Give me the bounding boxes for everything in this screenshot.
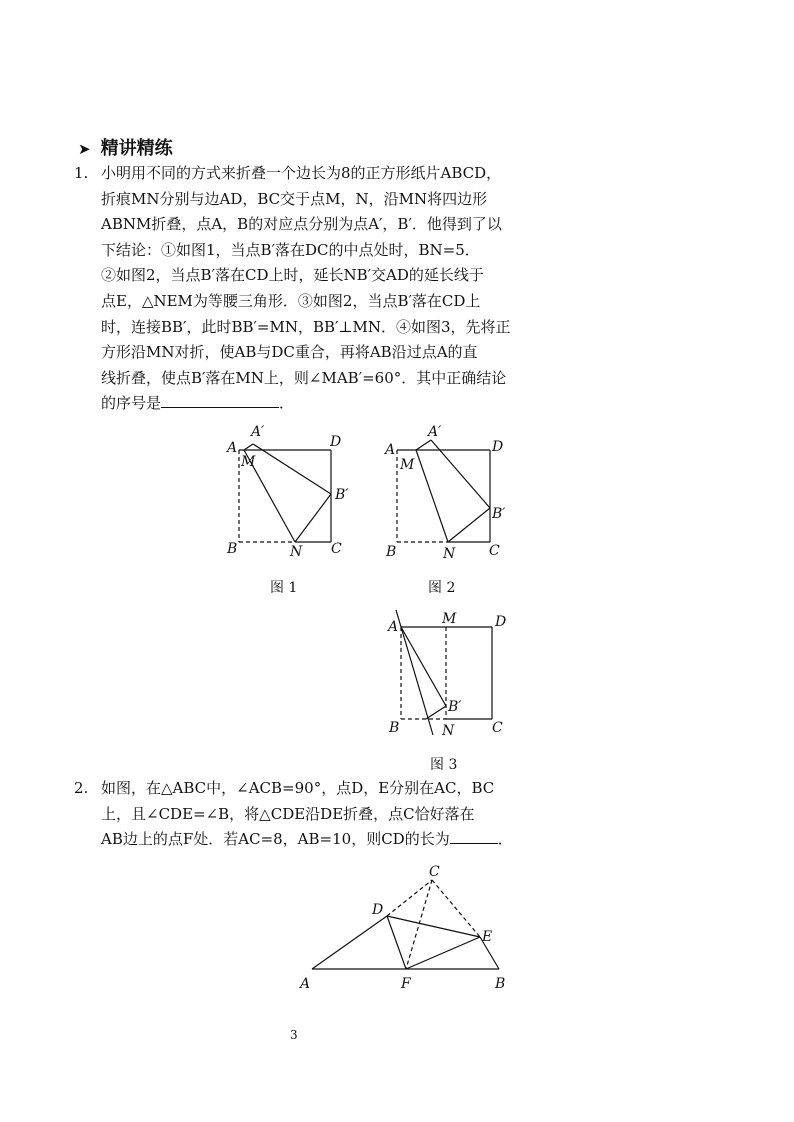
problem-2-number: 2. [74, 779, 89, 797]
problem-1-line: 方形沿MN对折，使AB与DC重合，再将AB沿过点A的直 [101, 343, 478, 362]
fig1-edge-b1n [295, 494, 331, 542]
fig2-label-c: C [489, 543, 500, 559]
figure-3 [396, 610, 492, 735]
problem-1-line: 下结论：①如图1，当点B′落在DC的中点处时，BN=5． [101, 240, 480, 259]
fig3-label-m: M [442, 611, 457, 627]
problem-2-line: 如图，在△ABC中，∠ACB=90°，点D，E分别在AC，BC [101, 779, 495, 797]
problem-2-end: ． [497, 830, 513, 849]
fig3-label-a: A [388, 619, 399, 635]
problem-1-line: 小明用不同的方式来折叠一个边长为8的正方形纸片ABCD， [101, 164, 502, 182]
fig2-edge-ma1 [416, 440, 431, 450]
tri-label-f: F [401, 976, 411, 992]
tri-label-d: D [372, 902, 384, 918]
figure-triangle [312, 880, 499, 969]
fig2-label-a1: A′ [428, 424, 442, 440]
fig3-edge-b1b [426, 706, 446, 719]
figure-3-caption: 图 3 [430, 757, 458, 773]
fig1-edge-ma1 [244, 444, 253, 450]
fig3-label-b: B [389, 720, 400, 736]
fig1-label-n: N [290, 544, 303, 560]
fig2-label-n: N [443, 546, 456, 562]
tri-edge-ce-dashed [432, 880, 480, 937]
fig2-edge-b1n [448, 508, 490, 542]
problem-1-line: ABNM折叠，点A，B的对应点分别为点A′，B′．他得到了以 [101, 215, 502, 234]
tri-edge-ad [312, 916, 387, 969]
answer-blank-2[interactable] [450, 827, 498, 844]
fig1-label-d: D [330, 434, 342, 450]
tri-fold-de [387, 916, 480, 937]
fig3-label-b1: B′ [448, 699, 462, 715]
problem-1-line: ②如图2，当点B′落在CD上时，延长NB′交AD的延长线于 [101, 266, 484, 285]
tri-edge-dc-dashed [387, 880, 432, 916]
fig1-label-b1: B′ [335, 487, 349, 503]
fig1-label-c: C [331, 541, 342, 557]
figure-2 [397, 440, 490, 542]
tri-edge-cf-dashed [406, 880, 432, 969]
fig2-label-d: D [492, 439, 504, 455]
section-title: 精讲精练 [100, 138, 173, 159]
fig3-label-c: C [492, 720, 503, 736]
fig1-label-b: B [227, 541, 238, 557]
tri-label-b: B [495, 976, 506, 992]
fig2-fold-mn [416, 450, 448, 542]
problem-1-line: 线折叠，使点B′落在MN上，则∠MAB′=60°．其中正确结论 [101, 368, 507, 387]
fig1-label-m: M [241, 454, 256, 470]
problem-1-number: 1. [74, 164, 89, 182]
tri-edge-df [387, 916, 406, 969]
problem-1-end: ． [279, 394, 295, 413]
fig3-label-d: D [495, 614, 507, 630]
page-number: 3 [290, 1028, 298, 1042]
problem-2-text [101, 776, 521, 853]
problem-1-line: 时，连接BB′，此时BB′=MN，BB′⊥MN．④如图3，先将正 [101, 317, 511, 336]
fig2-label-b1: B′ [492, 506, 506, 522]
bullet-arrow-icon: ➤ [78, 140, 91, 158]
problem-2-line: 上，且∠CDE=∠B，将△CDE沿DE折叠，点C恰好落在 [101, 804, 475, 823]
tri-label-a: A [300, 976, 311, 992]
fig1-label-a1: A′ [251, 424, 265, 440]
tri-label-e: E [482, 929, 493, 945]
figure-1-caption: 图 1 [270, 580, 298, 596]
fig2-label-a: A [385, 442, 396, 458]
figure-2-caption: 图 2 [428, 580, 456, 596]
tri-edge-fe [406, 937, 480, 969]
tri-label-c: C [429, 864, 440, 880]
problem-1-line: 点E，△NEM为等腰三角形．③如图2，当点B′落在CD上 [101, 291, 481, 310]
problem-2-line: AB边上的点F处．若AC=8，AB=10，则CD的长为 [101, 830, 450, 849]
fig3-label-n: N [442, 723, 455, 739]
fig3-edge-ab1 [401, 627, 446, 706]
fig1-label-a: A [227, 440, 238, 456]
problem-1-line: 折痕MN分别与边AD，BC交于点M，N，沿MN将四边形 [101, 189, 488, 208]
fig2-label-b: B [386, 544, 397, 560]
fig2-label-m: M [400, 457, 415, 473]
problem-1-line: 的序号是 [101, 394, 162, 413]
